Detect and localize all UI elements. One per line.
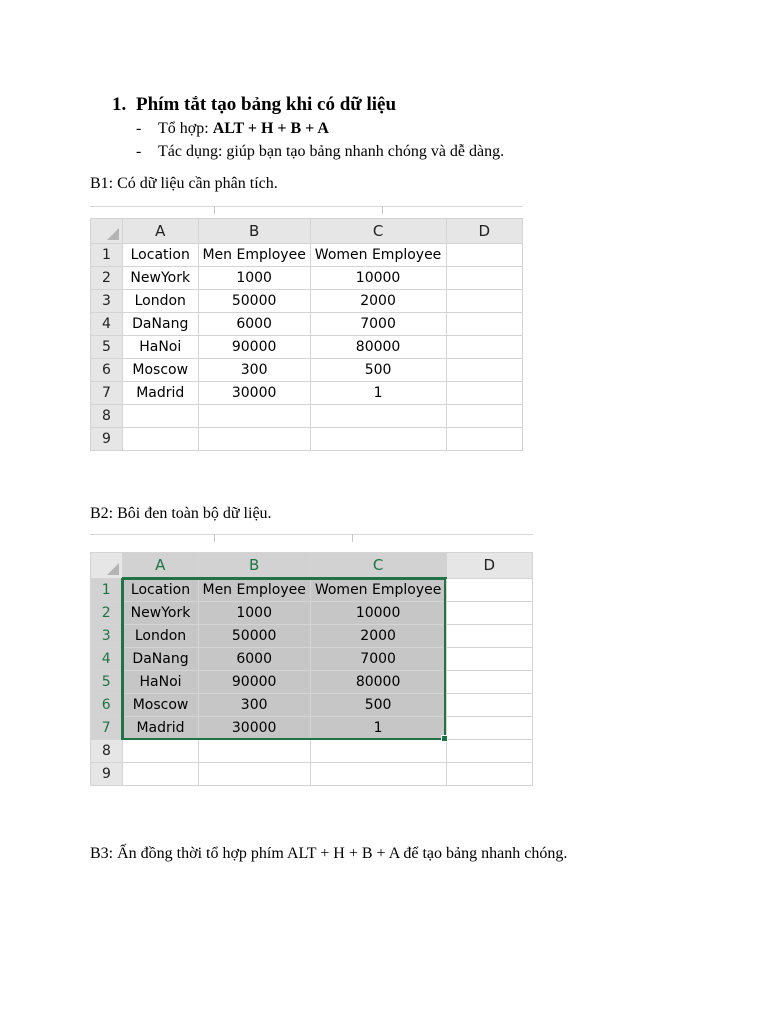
cell-a8[interactable] <box>122 740 198 763</box>
cell-b8[interactable] <box>198 405 310 428</box>
sheet-row <box>91 648 533 671</box>
cell-a7[interactable]: Madrid <box>122 382 198 405</box>
sheet-row <box>91 763 533 786</box>
cell-a4[interactable]: DaNang <box>122 313 198 336</box>
sheet-row <box>91 267 523 290</box>
cell-c8[interactable] <box>310 740 446 763</box>
cell-c9[interactable] <box>310 763 446 786</box>
cell-d9[interactable] <box>446 763 532 786</box>
cell-b4[interactable]: 6000 <box>198 313 310 336</box>
cell-d2[interactable] <box>446 267 522 290</box>
cell-c7[interactable]: 1 <box>310 717 446 740</box>
cell-d7[interactable] <box>446 717 532 740</box>
column-header-d[interactable]: D <box>446 553 532 579</box>
ribbon-tick <box>382 206 383 214</box>
cell-b3[interactable]: 50000 <box>198 290 310 313</box>
cell-a4[interactable]: DaNang <box>122 648 198 671</box>
cell-d8[interactable] <box>446 740 532 763</box>
cell-a3[interactable]: London <box>122 290 198 313</box>
cell-d7[interactable] <box>446 382 522 405</box>
sheet-row <box>91 313 523 336</box>
cell-d3[interactable] <box>446 625 532 648</box>
cell-c5[interactable]: 80000 <box>310 336 446 359</box>
sheet-row <box>91 717 533 740</box>
cell-d9[interactable] <box>446 428 522 451</box>
sheet-row <box>91 578 533 602</box>
cell-d1[interactable] <box>446 244 522 267</box>
ribbon-edge <box>90 206 523 217</box>
column-header-b[interactable]: B <box>198 219 310 244</box>
select-all-icon <box>107 228 119 240</box>
select-all-corner[interactable] <box>91 219 123 244</box>
cell-c4[interactable]: 7000 <box>310 648 446 671</box>
cell-d8[interactable] <box>446 405 522 428</box>
cell-d4[interactable] <box>446 648 532 671</box>
column-header-b[interactable]: B <box>198 553 310 579</box>
cell-b6[interactable]: 300 <box>198 359 310 382</box>
bullet-shortcut <box>136 120 329 138</box>
cell-d5[interactable] <box>446 336 522 359</box>
row-header[interactable]: 1 <box>91 244 123 267</box>
heading-title: Phím tắt tạo bảng khi có dữ liệu <box>136 94 397 115</box>
ribbon-tick <box>214 206 215 214</box>
sheet-row <box>91 290 523 313</box>
cell-b2[interactable]: 1000 <box>198 602 310 625</box>
cell-d3[interactable] <box>446 290 522 313</box>
row-header[interactable]: 5 <box>91 671 123 694</box>
sheet-row <box>91 336 523 359</box>
cell-b5[interactable]: 90000 <box>198 336 310 359</box>
row-header[interactable]: 4 <box>91 313 123 336</box>
ribbon-edge <box>90 534 533 545</box>
cell-a1[interactable]: Location <box>122 244 198 267</box>
cell-d2[interactable] <box>446 602 532 625</box>
select-all-icon <box>107 563 119 575</box>
cell-d6[interactable] <box>446 694 532 717</box>
select-all-corner[interactable] <box>91 553 123 579</box>
row-header[interactable]: 3 <box>91 290 123 313</box>
heading-number: 1. <box>112 94 127 115</box>
bullet-label: Tổ hợp: <box>158 120 213 137</box>
bullet-dash: - <box>136 120 142 137</box>
cell-a5[interactable]: HaNoi <box>122 671 198 694</box>
cell-c6[interactable]: 500 <box>310 694 446 717</box>
row-header[interactable]: 6 <box>91 359 123 382</box>
sheet-row <box>91 740 533 763</box>
cell-c9[interactable] <box>310 428 446 451</box>
row-header[interactable]: 4 <box>91 648 123 671</box>
column-header-c[interactable]: C <box>310 553 446 579</box>
column-header-row <box>91 553 533 579</box>
row-header[interactable]: 2 <box>91 602 123 625</box>
column-header-a[interactable]: A <box>122 553 198 579</box>
cell-b9[interactable] <box>198 428 310 451</box>
cell-b8[interactable] <box>198 740 310 763</box>
cell-b9[interactable] <box>198 763 310 786</box>
sheet-row <box>91 694 533 717</box>
cell-c6[interactable]: 500 <box>310 359 446 382</box>
row-header[interactable]: 3 <box>91 625 123 648</box>
step-b1-text: B1: Có dữ liệu cần phân tích. <box>90 175 278 192</box>
bullet-label: Tác dụng: giúp bạn tạo bảng nhanh chóng và dễ dàng. <box>158 143 505 160</box>
row-header[interactable]: 7 <box>91 717 123 740</box>
step-b2-text: B2: Bôi đen toàn bộ dữ liệu. <box>90 505 272 522</box>
spreadsheet-2 <box>90 534 533 794</box>
cell-b7[interactable]: 30000 <box>198 382 310 405</box>
sheet-row <box>91 671 533 694</box>
column-header-d[interactable]: D <box>446 219 522 244</box>
ribbon-tick <box>352 534 353 542</box>
cell-d4[interactable] <box>446 313 522 336</box>
cell-d5[interactable] <box>446 671 532 694</box>
cell-b7[interactable]: 30000 <box>198 717 310 740</box>
cell-c1[interactable]: Women Employee <box>310 578 446 602</box>
cell-c4[interactable]: 7000 <box>310 313 446 336</box>
spreadsheet-1 <box>90 206 523 456</box>
cell-a7[interactable]: Madrid <box>122 717 198 740</box>
row-header[interactable]: 7 <box>91 382 123 405</box>
sheet-row <box>91 382 523 405</box>
cell-d6[interactable] <box>446 359 522 382</box>
cell-c8[interactable] <box>310 405 446 428</box>
cell-b1[interactable]: Men Employee <box>198 244 310 267</box>
cell-c2[interactable]: 10000 <box>310 602 446 625</box>
cell-b4[interactable]: 6000 <box>198 648 310 671</box>
cell-b5[interactable]: 90000 <box>198 671 310 694</box>
sheet-grid <box>90 552 533 786</box>
cell-c3[interactable]: 2000 <box>310 625 446 648</box>
cell-a2[interactable]: NewYork <box>122 602 198 625</box>
cell-a1[interactable]: Location <box>122 578 198 602</box>
cell-a5[interactable]: HaNoi <box>122 336 198 359</box>
bullet-effect <box>136 143 504 161</box>
cell-a2[interactable]: NewYork <box>122 267 198 290</box>
row-header[interactable]: 8 <box>91 740 123 763</box>
row-header[interactable]: 6 <box>91 694 123 717</box>
step-b3-text: B3: Ấn đồng thời tổ hợp phím ALT + H + B + A để tạo bảng nhanh chóng. <box>90 845 568 862</box>
column-header-row <box>91 219 523 244</box>
cell-c2[interactable]: 10000 <box>310 267 446 290</box>
cell-a6[interactable]: Moscow <box>122 694 198 717</box>
cell-a6[interactable]: Moscow <box>122 359 198 382</box>
sheet-row <box>91 428 523 451</box>
bullet-dash: - <box>136 143 142 160</box>
cell-c7[interactable]: 1 <box>310 382 446 405</box>
row-header[interactable]: 2 <box>91 267 123 290</box>
cell-a8[interactable] <box>122 405 198 428</box>
cell-b6[interactable]: 300 <box>198 694 310 717</box>
cell-b1[interactable]: Men Employee <box>198 578 310 602</box>
shortcut-keys: ALT + H + B + A <box>212 120 329 137</box>
ribbon-tick <box>214 534 215 542</box>
sheet-grid <box>90 218 523 451</box>
cell-c1[interactable]: Women Employee <box>310 244 446 267</box>
row-header[interactable]: 9 <box>91 763 123 786</box>
cell-d1[interactable] <box>446 578 532 602</box>
column-header-a[interactable]: A <box>122 219 198 244</box>
sheet-row <box>91 244 523 267</box>
cell-a3[interactable]: London <box>122 625 198 648</box>
sheet-row <box>91 359 523 382</box>
cell-b3[interactable]: 50000 <box>198 625 310 648</box>
row-header[interactable]: 1 <box>91 578 123 602</box>
cell-c3[interactable]: 2000 <box>310 290 446 313</box>
row-header[interactable]: 9 <box>91 428 123 451</box>
sheet-row <box>91 602 533 625</box>
cell-c5[interactable]: 80000 <box>310 671 446 694</box>
section-heading <box>112 94 396 116</box>
row-header[interactable]: 5 <box>91 336 123 359</box>
column-header-c[interactable]: C <box>310 219 446 244</box>
cell-a9[interactable] <box>122 763 198 786</box>
sheet-row <box>91 405 523 428</box>
row-header[interactable]: 8 <box>91 405 123 428</box>
cell-a9[interactable] <box>122 428 198 451</box>
cell-b2[interactable]: 1000 <box>198 267 310 290</box>
sheet-row <box>91 625 533 648</box>
